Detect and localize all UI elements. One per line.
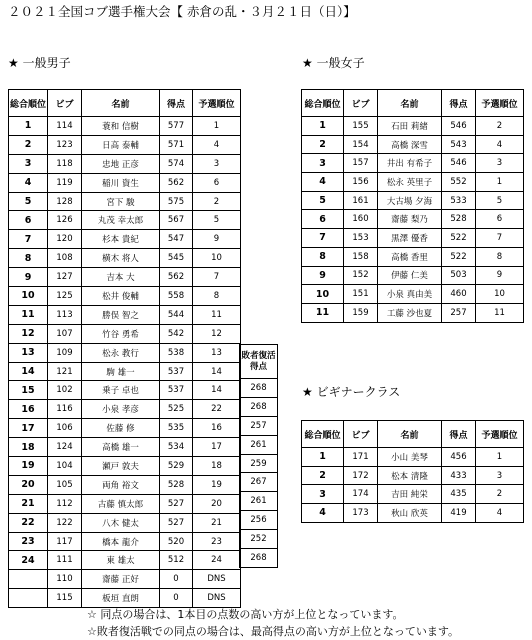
bib-cell: 156 xyxy=(344,173,378,192)
name-cell: 吉本 大 xyxy=(82,268,160,287)
prelim-rank-cell: 4 xyxy=(476,135,524,154)
prelim-rank-cell: 13 xyxy=(193,343,241,362)
score-cell: 558 xyxy=(160,287,193,306)
table-row xyxy=(302,266,524,285)
overall-rank-cell: 4 xyxy=(9,173,48,192)
score-cell: 538 xyxy=(160,343,193,362)
revival-row xyxy=(240,416,278,435)
overall-rank-cell: 20 xyxy=(9,475,48,494)
name-cell: 高橋 雄一 xyxy=(82,438,160,457)
header-bib: ビブ xyxy=(48,90,82,117)
table-row xyxy=(9,532,241,551)
header-revival-score xyxy=(240,345,278,379)
table-row xyxy=(302,303,524,322)
overall-rank-cell: 3 xyxy=(9,154,48,173)
bib-cell: 113 xyxy=(48,305,82,324)
name-cell: 駒 雄一 xyxy=(82,362,160,381)
bib-cell: 115 xyxy=(48,589,82,608)
score-cell: 545 xyxy=(160,249,193,268)
revival-score-cell: 261 xyxy=(240,435,278,454)
name-cell: 瀬戸 敦夫 xyxy=(82,457,160,476)
score-cell: 433 xyxy=(442,466,476,485)
table-row xyxy=(9,419,241,438)
note-revival-tiebreak: ☆敗者復活戦での同点の場合は、最高得点の高い方が上位となっています。 xyxy=(87,625,459,638)
section-title-beginner: ★ ビギナークラス xyxy=(302,385,401,399)
overall-rank-cell: 10 xyxy=(302,285,344,304)
table-row xyxy=(9,268,241,287)
score-cell: 567 xyxy=(160,211,193,230)
revival-row xyxy=(240,473,278,492)
bib-cell: 123 xyxy=(48,135,82,154)
score-cell: 520 xyxy=(160,532,193,551)
prelim-rank-cell: 9 xyxy=(476,266,524,285)
score-cell: 562 xyxy=(160,173,193,192)
name-cell: 稲川 資生 xyxy=(82,173,160,192)
name-cell: 石田 莉緒 xyxy=(378,117,442,136)
overall-rank-cell: 14 xyxy=(9,362,48,381)
header-overall-rank: 総合順位 xyxy=(9,90,48,117)
prelim-rank-cell: 19 xyxy=(193,475,241,494)
revival-row xyxy=(240,530,278,549)
overall-rank-cell: 19 xyxy=(9,457,48,476)
prelim-rank-cell: 21 xyxy=(193,513,241,532)
table-row xyxy=(9,551,241,570)
score-cell: 575 xyxy=(160,192,193,211)
table-row xyxy=(302,485,524,504)
score-cell: 525 xyxy=(160,400,193,419)
overall-rank-cell: 6 xyxy=(302,210,344,229)
revival-row xyxy=(240,435,278,454)
revival-row xyxy=(240,549,278,568)
name-cell: 八木 健太 xyxy=(82,513,160,532)
section-title-women: ★ 一般女子 xyxy=(302,56,365,70)
score-cell: 257 xyxy=(442,303,476,322)
bib-cell: 106 xyxy=(48,419,82,438)
name-cell: 秋山 欣英 xyxy=(378,504,442,523)
overall-rank-cell: 21 xyxy=(9,494,48,513)
overall-rank-cell: 13 xyxy=(9,343,48,362)
score-cell: 546 xyxy=(442,154,476,173)
name-cell: 勝俣 智之 xyxy=(82,305,160,324)
prelim-rank-cell: 2 xyxy=(476,117,524,136)
table-row xyxy=(9,438,241,457)
score-cell: 435 xyxy=(442,485,476,504)
score-cell: 543 xyxy=(442,135,476,154)
prelim-rank-cell: 5 xyxy=(476,191,524,210)
prelim-rank-cell: 18 xyxy=(193,457,241,476)
revival-row xyxy=(240,397,278,416)
revival-score-cell: 267 xyxy=(240,473,278,492)
table-row xyxy=(302,210,524,229)
prelim-rank-cell: 16 xyxy=(193,419,241,438)
prelim-rank-cell: 10 xyxy=(193,249,241,268)
overall-rank-cell: 23 xyxy=(9,532,48,551)
prelim-rank-cell: 4 xyxy=(476,504,524,523)
overall-rank-cell: 1 xyxy=(302,117,344,136)
prelim-rank-cell: 1 xyxy=(476,173,524,192)
bib-cell: 120 xyxy=(48,230,82,249)
prelim-rank-cell: 14 xyxy=(193,362,241,381)
score-cell: 460 xyxy=(442,285,476,304)
score-cell: 546 xyxy=(442,117,476,136)
bib-cell: 125 xyxy=(48,287,82,306)
prelim-rank-cell: 3 xyxy=(193,154,241,173)
overall-rank-cell: 12 xyxy=(9,324,48,343)
header-score: 得点 xyxy=(442,90,476,117)
page-title: ２０２１全国コブ選手権大会【 赤倉の乱・３月２１日（日）】 xyxy=(8,4,356,19)
bib-cell: 157 xyxy=(344,154,378,173)
bib-cell: 158 xyxy=(344,247,378,266)
table-row xyxy=(9,324,241,343)
score-cell: 537 xyxy=(160,362,193,381)
revival-score-cell: 257 xyxy=(240,416,278,435)
table-row xyxy=(302,504,524,523)
overall-rank-cell: 7 xyxy=(9,230,48,249)
overall-rank-cell: 24 xyxy=(9,551,48,570)
name-cell: 松永 英里子 xyxy=(378,173,442,192)
revival-score-cell: 268 xyxy=(240,397,278,416)
table-row xyxy=(9,513,241,532)
prelim-rank-cell: 1 xyxy=(193,117,241,136)
prelim-rank-cell: 24 xyxy=(193,551,241,570)
bib-cell: 126 xyxy=(48,211,82,230)
overall-rank-cell: 8 xyxy=(302,247,344,266)
header-prelim-rank: 予選順位 xyxy=(476,90,524,117)
score-cell: 528 xyxy=(160,475,193,494)
score-cell: 535 xyxy=(160,419,193,438)
name-cell: 日高 泰輔 xyxy=(82,135,160,154)
bib-cell: 107 xyxy=(48,324,82,343)
prelim-rank-cell: 6 xyxy=(476,210,524,229)
score-cell: 534 xyxy=(160,438,193,457)
revival-score-cell: 261 xyxy=(240,492,278,511)
table-row xyxy=(302,117,524,136)
men-results-table xyxy=(8,89,241,608)
overall-rank-cell: 2 xyxy=(9,135,48,154)
table-row xyxy=(302,191,524,210)
name-cell: 東 雄太 xyxy=(82,551,160,570)
overall-rank-cell: 18 xyxy=(9,438,48,457)
score-cell: 571 xyxy=(160,135,193,154)
prelim-rank-cell: 14 xyxy=(193,381,241,400)
overall-rank-cell: 4 xyxy=(302,504,344,523)
table-row xyxy=(9,400,241,419)
name-cell: 小山 美琴 xyxy=(378,448,442,467)
score-cell: 577 xyxy=(160,117,193,136)
score-cell: 562 xyxy=(160,268,193,287)
section-title-men: ★ 一般男子 xyxy=(8,56,71,70)
prelim-rank-cell: DNS xyxy=(193,589,241,608)
name-cell: 両角 裕文 xyxy=(82,475,160,494)
name-cell: 小泉 真由美 xyxy=(378,285,442,304)
women-results-table xyxy=(301,89,524,323)
overall-rank-cell: 3 xyxy=(302,485,344,504)
table-row xyxy=(302,154,524,173)
revival-header-text: 敗者復活 得点 xyxy=(241,350,276,372)
name-cell: 松井 俊輔 xyxy=(82,287,160,306)
bib-cell: 160 xyxy=(344,210,378,229)
overall-rank-cell: 6 xyxy=(9,211,48,230)
revival-score-column xyxy=(239,344,278,568)
bib-cell: 128 xyxy=(48,192,82,211)
header-overall-rank: 総合順位 xyxy=(302,90,344,117)
score-cell: 529 xyxy=(160,457,193,476)
score-cell: 0 xyxy=(160,570,193,589)
header-score: 得点 xyxy=(160,90,193,117)
prelim-rank-cell: 7 xyxy=(193,268,241,287)
bib-cell: 105 xyxy=(48,475,82,494)
bib-cell: 114 xyxy=(48,117,82,136)
bib-cell: 102 xyxy=(48,381,82,400)
bib-cell: 108 xyxy=(48,249,82,268)
bib-cell: 111 xyxy=(48,551,82,570)
score-cell: 528 xyxy=(442,210,476,229)
overall-rank-cell xyxy=(9,589,48,608)
prelim-rank-cell: 20 xyxy=(193,494,241,513)
bib-cell: 172 xyxy=(344,466,378,485)
score-cell: 552 xyxy=(442,173,476,192)
overall-rank-cell xyxy=(9,570,48,589)
bib-cell: 173 xyxy=(344,504,378,523)
table-row xyxy=(9,494,241,513)
prelim-rank-cell: 3 xyxy=(476,154,524,173)
table-row xyxy=(9,589,241,608)
table-row xyxy=(9,230,241,249)
overall-rank-cell: 5 xyxy=(9,192,48,211)
revival-score-cell: 268 xyxy=(240,379,278,398)
table-row xyxy=(9,173,241,192)
score-cell: 544 xyxy=(160,305,193,324)
bib-cell: 152 xyxy=(344,266,378,285)
score-cell: 419 xyxy=(442,504,476,523)
name-cell: 高橋 深雪 xyxy=(378,135,442,154)
bib-cell: 118 xyxy=(48,154,82,173)
name-cell: 工藤 沙也夏 xyxy=(378,303,442,322)
header-overall-rank: 総合順位 xyxy=(302,421,344,448)
table-row xyxy=(302,448,524,467)
prelim-rank-cell: 22 xyxy=(193,400,241,419)
name-cell: 板垣 直朗 xyxy=(82,589,160,608)
prelim-rank-cell: 11 xyxy=(193,305,241,324)
prelim-rank-cell: 11 xyxy=(476,303,524,322)
prelim-rank-cell: 23 xyxy=(193,532,241,551)
header-name: 名前 xyxy=(82,90,160,117)
bib-cell: 155 xyxy=(344,117,378,136)
name-cell: 宮下 駿 xyxy=(82,192,160,211)
name-cell: 吉田 純栄 xyxy=(378,485,442,504)
prelim-rank-cell: 6 xyxy=(193,173,241,192)
name-cell: 古藤 慎太郎 xyxy=(82,494,160,513)
overall-rank-cell: 5 xyxy=(302,191,344,210)
table-row xyxy=(9,381,241,400)
bib-cell: 154 xyxy=(344,135,378,154)
table-row xyxy=(9,287,241,306)
bib-cell: 117 xyxy=(48,532,82,551)
name-cell: 井出 有希子 xyxy=(378,154,442,173)
name-cell: 松永 教行 xyxy=(82,343,160,362)
table-row xyxy=(9,249,241,268)
prelim-rank-cell: 1 xyxy=(476,448,524,467)
overall-rank-cell: 10 xyxy=(9,287,48,306)
bib-cell: 112 xyxy=(48,494,82,513)
table-row xyxy=(302,135,524,154)
table-row xyxy=(9,570,241,589)
prelim-rank-cell: 9 xyxy=(193,230,241,249)
table-row xyxy=(302,466,524,485)
overall-rank-cell: 16 xyxy=(9,400,48,419)
prelim-rank-cell: 5 xyxy=(193,211,241,230)
bib-cell: 119 xyxy=(48,173,82,192)
bib-cell: 122 xyxy=(48,513,82,532)
name-cell: 杉本 貴紀 xyxy=(82,230,160,249)
table-row xyxy=(302,285,524,304)
overall-rank-cell: 7 xyxy=(302,229,344,248)
table-row xyxy=(9,457,241,476)
overall-rank-cell: 11 xyxy=(9,305,48,324)
score-cell: 537 xyxy=(160,381,193,400)
score-cell: 542 xyxy=(160,324,193,343)
score-cell: 574 xyxy=(160,154,193,173)
bib-cell: 161 xyxy=(344,191,378,210)
score-cell: 0 xyxy=(160,589,193,608)
overall-rank-cell: 3 xyxy=(302,154,344,173)
score-cell: 456 xyxy=(442,448,476,467)
revival-row xyxy=(240,511,278,530)
revival-row xyxy=(240,454,278,473)
overall-rank-cell: 1 xyxy=(302,448,344,467)
score-cell: 527 xyxy=(160,494,193,513)
table-row xyxy=(9,343,241,362)
revival-score-cell: 268 xyxy=(240,549,278,568)
name-cell: 佐藤 修 xyxy=(82,419,160,438)
bib-cell: 109 xyxy=(48,343,82,362)
table-row xyxy=(9,305,241,324)
score-cell: 533 xyxy=(442,191,476,210)
prelim-rank-cell: 17 xyxy=(193,438,241,457)
table-row xyxy=(9,192,241,211)
bib-cell: 127 xyxy=(48,268,82,287)
overall-rank-cell: 9 xyxy=(9,268,48,287)
score-cell: 512 xyxy=(160,551,193,570)
score-cell: 522 xyxy=(442,247,476,266)
header-prelim-rank: 予選順位 xyxy=(193,90,241,117)
prelim-rank-cell: 4 xyxy=(193,135,241,154)
score-cell: 522 xyxy=(442,229,476,248)
table-row xyxy=(9,362,241,381)
header-name: 名前 xyxy=(378,90,442,117)
name-cell: 齋藤 梨乃 xyxy=(378,210,442,229)
revival-row xyxy=(240,492,278,511)
prelim-rank-cell: 10 xyxy=(476,285,524,304)
overall-rank-cell: 17 xyxy=(9,419,48,438)
note-tiebreak: ☆ 同点の場合は、1本目の点数の高い方が上位となっています。 xyxy=(87,608,404,621)
prelim-rank-cell: 12 xyxy=(193,324,241,343)
bib-cell: 151 xyxy=(344,285,378,304)
header-score: 得点 xyxy=(442,421,476,448)
prelim-rank-cell: 7 xyxy=(476,229,524,248)
name-cell: 高橋 香里 xyxy=(378,247,442,266)
overall-rank-cell: 1 xyxy=(9,117,48,136)
prelim-rank-cell: 8 xyxy=(476,247,524,266)
bib-cell: 159 xyxy=(344,303,378,322)
overall-rank-cell: 15 xyxy=(9,381,48,400)
revival-score-cell: 252 xyxy=(240,530,278,549)
prelim-rank-cell: 3 xyxy=(476,466,524,485)
revival-row xyxy=(240,379,278,398)
score-cell: 547 xyxy=(160,230,193,249)
name-cell: 松本 清隆 xyxy=(378,466,442,485)
name-cell: 乗子 卓也 xyxy=(82,381,160,400)
bib-cell: 104 xyxy=(48,457,82,476)
table-row xyxy=(9,135,241,154)
bib-cell: 153 xyxy=(344,229,378,248)
header-name: 名前 xyxy=(378,421,442,448)
score-cell: 503 xyxy=(442,266,476,285)
name-cell: 大古場 夕海 xyxy=(378,191,442,210)
overall-rank-cell: 22 xyxy=(9,513,48,532)
overall-rank-cell: 2 xyxy=(302,466,344,485)
bib-cell: 110 xyxy=(48,570,82,589)
name-cell: 丸茂 幸太郎 xyxy=(82,211,160,230)
header-bib: ビブ xyxy=(344,90,378,117)
overall-rank-cell: 4 xyxy=(302,173,344,192)
table-row xyxy=(9,154,241,173)
name-cell: 黒澤 優香 xyxy=(378,229,442,248)
overall-rank-cell: 2 xyxy=(302,135,344,154)
name-cell: 竹谷 勇希 xyxy=(82,324,160,343)
beginner-results-table xyxy=(301,420,524,523)
overall-rank-cell: 11 xyxy=(302,303,344,322)
overall-rank-cell: 8 xyxy=(9,249,48,268)
header-prelim-rank: 予選順位 xyxy=(476,421,524,448)
score-cell: 527 xyxy=(160,513,193,532)
bib-cell: 171 xyxy=(344,448,378,467)
table-row xyxy=(9,475,241,494)
revival-score-cell: 256 xyxy=(240,511,278,530)
name-cell: 齋藤 正好 xyxy=(82,570,160,589)
prelim-rank-cell: 8 xyxy=(193,287,241,306)
bib-cell: 124 xyxy=(48,438,82,457)
name-cell: 横木 将人 xyxy=(82,249,160,268)
header-bib: ビブ xyxy=(344,421,378,448)
name-cell: 伊藤 仁美 xyxy=(378,266,442,285)
name-cell: 蓑和 信樹 xyxy=(82,117,160,136)
overall-rank-cell: 9 xyxy=(302,266,344,285)
table-row xyxy=(9,117,241,136)
table-row xyxy=(9,211,241,230)
bib-cell: 121 xyxy=(48,362,82,381)
bib-cell: 116 xyxy=(48,400,82,419)
table-row xyxy=(302,229,524,248)
table-row xyxy=(302,173,524,192)
table-row xyxy=(302,247,524,266)
prelim-rank-cell: 2 xyxy=(193,192,241,211)
bib-cell: 174 xyxy=(344,485,378,504)
name-cell: 忠地 正彦 xyxy=(82,154,160,173)
name-cell: 小泉 孝彦 xyxy=(82,400,160,419)
revival-score-cell: 259 xyxy=(240,454,278,473)
name-cell: 橋本 龍介 xyxy=(82,532,160,551)
prelim-rank-cell: DNS xyxy=(193,570,241,589)
prelim-rank-cell: 2 xyxy=(476,485,524,504)
